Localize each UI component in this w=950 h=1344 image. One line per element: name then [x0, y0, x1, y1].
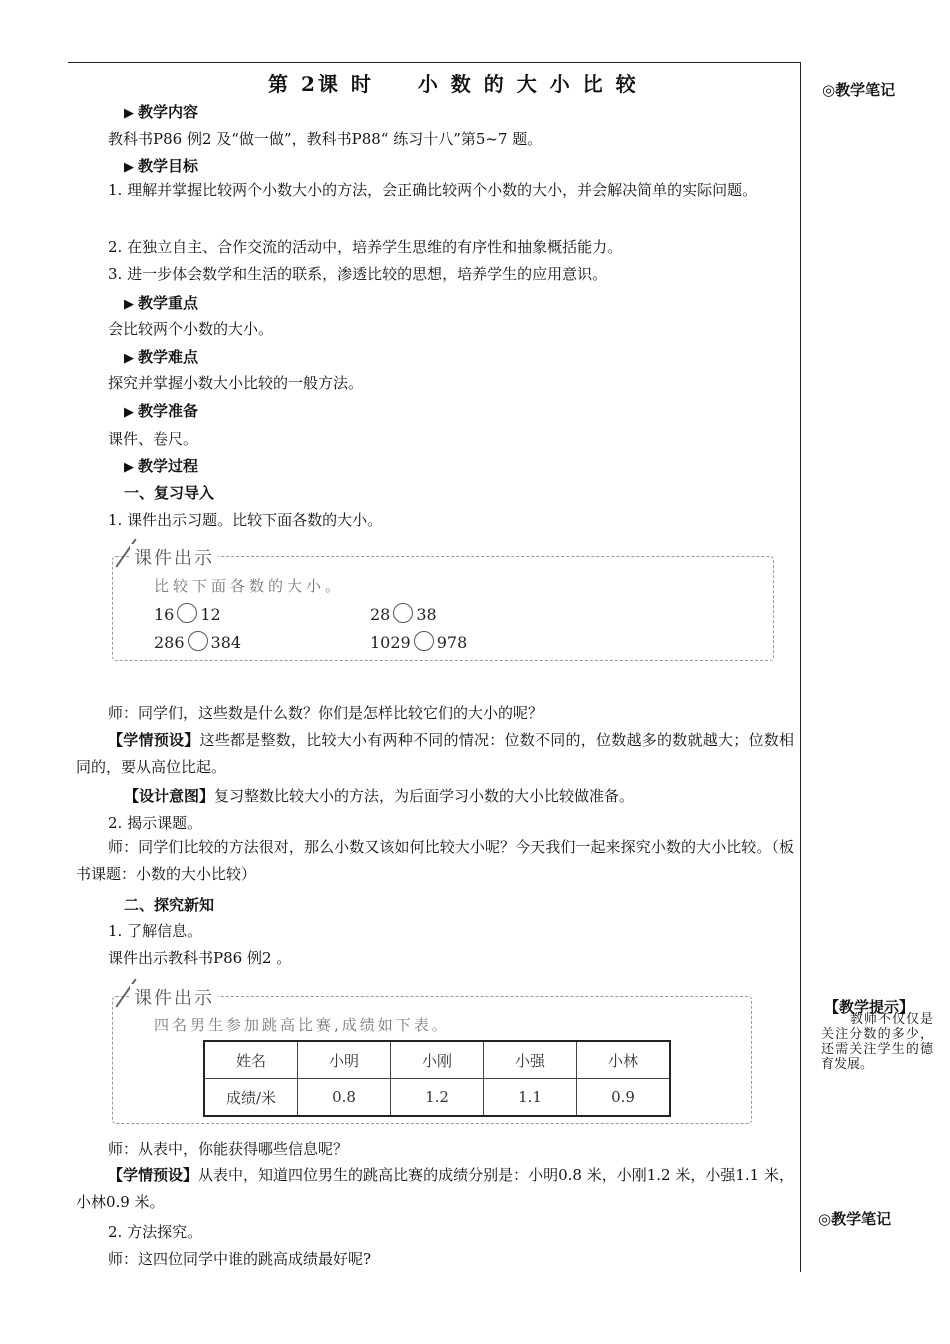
prep-heading: ▶ 教学准备	[124, 402, 199, 420]
notes-label: ◎教学笔记	[822, 81, 896, 99]
design-intent-1: 【设计意图】复习整数比较大小的方法，为后面学习小数的大小比较做准备。	[124, 787, 635, 805]
goals-heading: ▶ 教学目标	[124, 157, 199, 175]
courseware-label-1: 课件出示	[130, 544, 218, 570]
compare-pair: 28 38	[370, 605, 437, 624]
tip-text: 教师不仅仅是关注分数的多少，还需关注学生的德育发展。	[821, 1012, 933, 1072]
blank-circle	[414, 631, 434, 651]
part2-heading: 二、探究新知	[124, 896, 215, 914]
table-cell: 小林	[577, 1041, 671, 1079]
compare-pair: 1029 978	[370, 633, 468, 652]
table-cell: 小刚	[391, 1041, 484, 1079]
triangle-icon: ▶	[124, 297, 134, 312]
table-header-row	[204, 1041, 670, 1079]
student-prediction-2: 【学情预设】从表中，知道四位男生的跳高比赛的成绩分别是：小明0.8 米，小刚1.2 米，小强1.1 米，小林0.9 米。	[76, 1166, 794, 1211]
blank-circle	[188, 631, 208, 651]
table-cell: 1.1	[484, 1079, 577, 1117]
part1-heading: 一、复习导入	[124, 484, 215, 502]
key-text: 会比较两个小数的大小。	[108, 320, 274, 338]
prep-text: 课件、卷尺。	[108, 430, 199, 448]
tip-title: 【教学提示】	[824, 998, 915, 1016]
student-prediction-1: 【学情预设】这些都是整数，比较大小有两种不同的情况：位数不同的，位数越多的数就越大；位数相同的，要从高位比起。	[76, 731, 794, 776]
triangle-icon: ▶	[124, 460, 134, 475]
margin-divider	[800, 62, 801, 1272]
goal-1: 1. 理解并掌握比较两个小数大小的方法，会正确比较两个小数的大小，并会解决简单的实际问题。	[108, 181, 758, 199]
goal-2: 2. 在独立自主、合作交流的活动中，培养学生思维的有序性和抽象概括能力。	[108, 238, 623, 256]
content-heading: ▶ 教学内容	[124, 103, 199, 121]
key-heading: ▶ 教学重点	[124, 294, 199, 312]
part2-step1: 1. 了解信息。	[108, 922, 203, 940]
part1-step1: 1. 课件出示习题。比较下面各数的大小。	[108, 511, 383, 529]
blank-circle	[177, 603, 197, 623]
teacher-line-1: 师：同学们，这些数是什么数？你们是怎样比较它们的大小的呢？	[108, 704, 544, 722]
teacher-line-4: 师：这四位同学中谁的跳高成绩最好呢?	[108, 1250, 372, 1268]
difficulty-heading: ▶ 教学难点	[124, 348, 199, 366]
results-table	[203, 1040, 671, 1117]
difficulty-text: 探究并掌握小数大小比较的一般方法。	[108, 374, 364, 392]
part2-step1-text: 课件出示教科书P86 例2 。	[108, 949, 292, 967]
blank-circle	[393, 603, 413, 623]
table-cell: 姓名	[204, 1041, 298, 1079]
teacher-line-2: 师：同学们比较的方法很对，那么小数又该如何比较大小呢？今天我们一起来探究小数的大小比较。（板书课题：小数的大小比较）	[76, 838, 794, 883]
table-cell: 0.8	[298, 1079, 391, 1117]
content-text: 教科书P86 例2 及“做一做”，教科书P88“ 练习十八”第5~7 题。	[108, 130, 543, 148]
goal-3: 3. 进一步体会数学和生活的联系，渗透比较的思想，培养学生的应用意识。	[108, 265, 608, 283]
triangle-icon: ▶	[124, 405, 134, 420]
table-row	[204, 1079, 670, 1117]
top-rule	[68, 62, 801, 63]
process-heading: ▶ 教学过程	[124, 457, 199, 475]
teacher-line-3: 师：从表中，你能获得哪些信息呢？	[108, 1140, 349, 1158]
table-cell: 0.9	[577, 1079, 671, 1117]
box1-instruction: 比较下面各数的大小。	[154, 577, 345, 595]
triangle-icon: ▶	[124, 351, 134, 366]
compare-pair: 16 12	[154, 605, 221, 624]
table-cell: 小明	[298, 1041, 391, 1079]
triangle-icon: ▶	[124, 106, 134, 121]
box2-instruction: 四名男生参加跳高比赛,成绩如下表。	[154, 1016, 450, 1034]
table-cell: 1.2	[391, 1079, 484, 1117]
notes-label-2: ◎教学笔记	[818, 1210, 892, 1228]
compare-pair: 286 384	[154, 633, 242, 652]
method-step: 2. 方法探究。	[108, 1223, 203, 1241]
step-2: 2. 揭示课题。	[108, 814, 203, 832]
courseware-label-2: 课件出示	[130, 984, 218, 1010]
table-cell: 成绩/米	[204, 1079, 298, 1117]
table-cell: 小强	[484, 1041, 577, 1079]
page-title: 第 2课 时 小 数 的 大 小 比 较	[268, 72, 639, 96]
triangle-icon: ▶	[124, 160, 134, 175]
